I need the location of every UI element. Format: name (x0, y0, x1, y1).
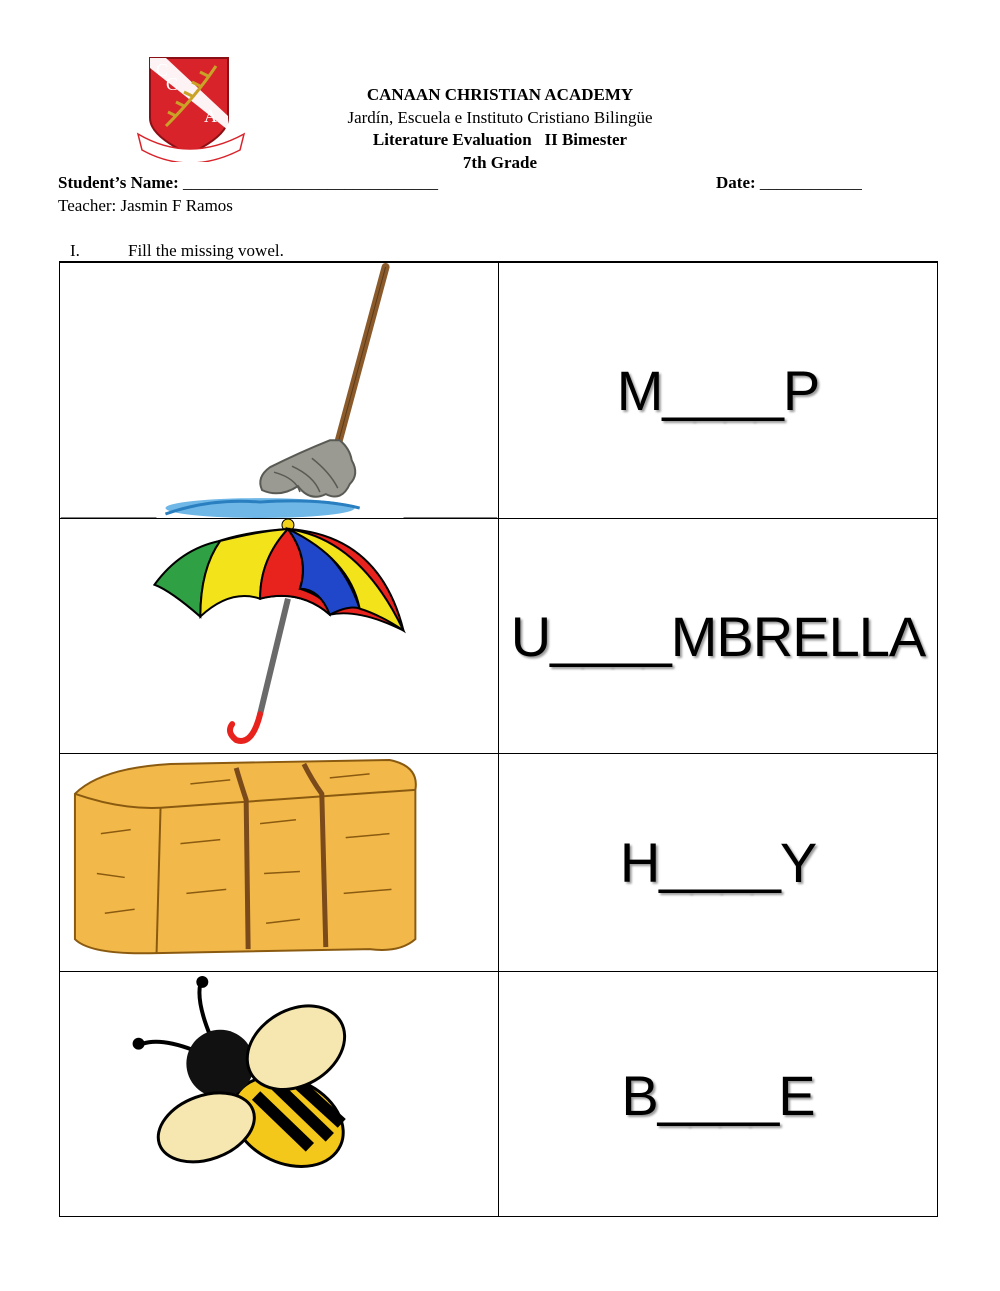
evaluation-title: Literature Evaluation II Bimester (372, 130, 628, 149)
table-row (60, 753, 937, 971)
date-field[interactable] (716, 173, 862, 193)
svg-text:C: C (156, 60, 169, 80)
date-blank[interactable]: ____________ (759, 173, 862, 192)
table-row (60, 262, 937, 518)
svg-text:A: A (204, 106, 217, 126)
exercise-table (59, 261, 938, 1217)
table-row (60, 971, 937, 1218)
umbrella-icon (60, 519, 498, 753)
table-row (60, 518, 937, 753)
svg-text:C: C (166, 74, 179, 94)
word-hay: H____Y (619, 831, 817, 894)
mop-icon (60, 263, 498, 518)
student-name-blank[interactable]: ______________________________ (182, 173, 438, 192)
instruction-text: Fill the missing vowel. (128, 241, 284, 260)
word-umbrella: U____MBRELLA (510, 604, 926, 668)
student-name-field[interactable] (58, 173, 438, 193)
date-label: Date: (716, 173, 756, 192)
instruction-number: I. (70, 241, 80, 260)
bee-icon (60, 972, 498, 1218)
student-name-label: Student’s Name: (58, 173, 179, 192)
grade-label: 7th Grade (462, 152, 538, 172)
school-subtitle: Jardín, Escuela e Instituto Cristiano Bilingüe (347, 107, 653, 127)
school-name: CANAAN CHRISTIAN ACADEMY (366, 85, 634, 104)
instruction (70, 241, 284, 261)
teacher-name: Teacher: Jasmin F Ramos (58, 196, 233, 215)
word-mop: M____P (616, 359, 820, 422)
word-bee: B____E (621, 1063, 815, 1127)
document-header (0, 84, 1000, 174)
hay-bale-icon (60, 754, 498, 971)
